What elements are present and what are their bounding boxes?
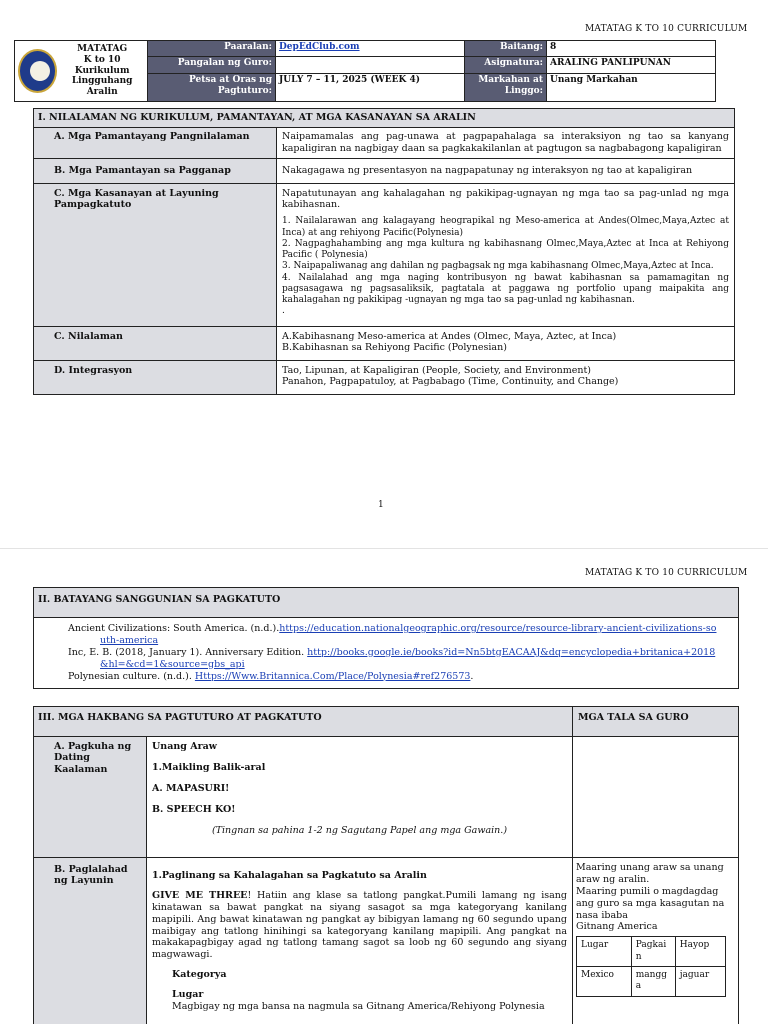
section2-references [34, 618, 739, 689]
step-a-day: Unang Araw [152, 741, 217, 752]
header-title-1: MATATAG [77, 44, 128, 54]
notes-inner-table [576, 936, 726, 997]
section1-a-label: A. Mga Pamantayang Pangnilalaman [34, 127, 277, 158]
step-a-step3: B. SPEECH KO! [152, 803, 236, 815]
lugar-desc: Magbigay ng mga bansa na nagmula sa Gitnang America/Rehiyong Polynesia [172, 1000, 545, 1012]
section1-d-content [277, 360, 735, 394]
guro-label: Pangalan ng Guro: [148, 57, 276, 73]
header-logo-cell [15, 41, 148, 102]
reference-3 [68, 671, 718, 683]
reference-3-text: Polynesian culture. (n.d.). [68, 670, 195, 682]
deped-seal-icon [18, 49, 57, 93]
section1-c-item: 1. Nailalarawan ang kalagayang heograpikal ng Meso-america at Andes(Olmec,Maya,Aztec at Inca) at ang rehiyong Pacific(Polynesia) [282, 216, 729, 238]
curriculum-header-2: MATATAG K TO 10 CURRICULUM [585, 568, 748, 578]
petsa-value: JULY 7 – 11, 2025 (WEEK 4) [276, 73, 465, 101]
step-b-content [147, 858, 573, 1024]
notes-title: MGA TALA SA GURO [573, 707, 739, 737]
section1-b-text: Nakagagawa ng presentasyon na nagpapatunay ng interaksyon ng tao at kapaligiran [277, 158, 735, 183]
notes-header-pagkain: Pagkain [631, 937, 675, 967]
section1-c-item: . [282, 306, 285, 317]
section1-c-item: 3. Naipapaliwanag ang dahilan ng pagbagsak ng mga kabihasnang Olmec,Maya,Aztec at Inca. [282, 261, 714, 272]
notes-header-lugar: Lugar [577, 937, 632, 967]
lugar-label: Lugar [172, 989, 204, 1000]
header-title-3: Lingguhang Aralin [71, 76, 133, 98]
integrasyon-line-1: Tao, Lipunan, at Kapaligiran (People, Society, and Environment) [282, 364, 592, 376]
notes-header-hayop: Hayop [675, 937, 725, 967]
nilalaman-line-1: A.Kabihasnang Meso-america at Andes (Olmec, Maya, Aztec, at Inca) [282, 330, 617, 342]
paaralan-link[interactable]: DepEdClub.com [279, 42, 360, 52]
give-me-three: GIVE ME THREE [152, 889, 248, 901]
section3-table [33, 706, 739, 1024]
reference-1-link[interactable]: https://education.nationalgeographic.org/resource/resource-library-ancient-civilizations-south-america [100, 623, 717, 646]
notes-cell-mexico: Mexico [577, 966, 632, 996]
header-title-2: K to 10 Kurikulum [74, 54, 130, 76]
reference-2-link[interactable]: http://books.google.ie/books?id=Nn5btgEACAAJ&dq=encyclopedia+britanica+2018&hl=&cd=1&source=gbs_api [100, 646, 716, 670]
step-a-note: (Tingnan sa pahina 1-2 ng Sagutang Papel ang mga Gawain.) [211, 824, 508, 836]
curriculum-header: MATATAG K TO 10 CURRICULUM [585, 24, 748, 34]
section3-title: III. MGA HAKBANG SA PAGTUTURO AT PAGKATUTO [34, 707, 573, 737]
step-b-notes [573, 858, 739, 1024]
step-b-notes-text: Maaring unang araw sa unang araw ng aralin. Maaring pumili o magdagdag ang guro sa mga kasagutan na nasa ibaba Gitnang America [576, 862, 725, 933]
section1-c-intro: Napatutunayan ang kahalagahan ng pakikipag-ugnayan ng mga tao sa pag-unlad ng mga kabihasnan. [282, 187, 729, 211]
markahan-label: Markahan at Linggo: [465, 73, 547, 101]
kategorya-label: Kategorya [172, 969, 227, 981]
step-a-step2: A. MAPASURI! [152, 782, 230, 794]
step-b-text [152, 890, 567, 961]
baitang-value: 8 [547, 41, 716, 57]
nilalaman-line-2: B.Kabihasnan sa Rehiyong Pacific (Polynesian) [282, 342, 507, 354]
integrasyon-line-2: Panahon, Pagpapatuloy, at Pagbabago (Time, Continuity, and Change) [282, 376, 619, 388]
section2-table [33, 587, 739, 689]
page-break [0, 548, 768, 549]
section1-b-label: B. Mga Pamantayan sa Pagganap [34, 158, 277, 183]
step-b-instructions: ! Hatiin ang klase sa tatlong pangkat.Pumili lamang ng isang kinatawan sa bawat pangkat na siyang sasagot sa mga kategoryang kanilang mapipili. Ang bawat kinatawan ng pangkat ay bibigyan lamang ng 60 segundo upang maibigay ang tatlong hinihingi sa kategoryang kanilang mapipili. Ang pangkat na makakapagbigay agad ng tatlong tamang sagot sa loob ng 60 segundo ang siyang magwawagi. [152, 889, 567, 961]
notes-cell-jaguar: jaguar [675, 966, 725, 996]
section1-cn-label: C. Nilalaman [34, 326, 277, 360]
reference-2 [68, 647, 718, 671]
header-table [14, 40, 716, 102]
step-a-label: A. Pagkuha ng Dating Kaalaman [34, 737, 147, 858]
section1-c-item: 4. Nailalahad ang mga naging kontribusyon ng bawat kabihasnan sa pamamagitan ng pagsasagawa ng pagsasaliksik, pagtatala at paggawa ng portfolio upang maipakita ang kahalagahan ng pakikipag -ugnayan ng mga tao sa pag-unlad ng kabihasnan. [282, 272, 729, 305]
section1-c-content [277, 183, 735, 326]
section1-a-text: Naipamamalas ang pag-unawa at pagpapahalaga sa interaksiyon ng tao sa kanyang kapaligiran na nagbigay daan sa pagkakakilanlan at pagtugon sa nagbabagong kapaligiran [277, 127, 735, 158]
section2-title: II. BATAYANG SANGGUNIAN SA PAGKATUTO [34, 588, 739, 618]
asignatura-label: Asignatura: [465, 57, 547, 73]
step-b-heading: 1.Paglinang sa Kahalagahan sa Pagkatuto sa Aralin [152, 870, 427, 881]
reference-3-link[interactable]: Https://Www.Britannica.Com/Place/Polynesia#ref276573 [194, 670, 471, 682]
guro-value [276, 57, 465, 73]
page-number: 1 [378, 500, 384, 510]
section1-title: I. NILALAMAN NG KURIKULUM, PAMANTAYAN, AT MGA KASANAYAN SA ARALIN [34, 109, 735, 128]
baitang-label: Baitang: [465, 41, 547, 57]
section1-c-item: 2. Nagpaghahambing ang mga kultura ng kabihasnang Olmec,Maya,Aztec at Inca at Rehiyong Pacific ( Polynesia) [282, 238, 729, 260]
step-a-content [147, 737, 573, 858]
section1-d-label: D. Integrasyon [34, 360, 277, 394]
section1-cn-content [277, 326, 735, 360]
section1-table [33, 108, 735, 395]
step-a-notes [573, 737, 739, 858]
reference-3-end: . [470, 670, 474, 682]
petsa-label: Petsa at Oras ng Pagtuturo: [148, 73, 276, 101]
notes-cell-mangga: mangga [631, 966, 675, 996]
reference-2-text: Inc, E. B. (2018, January 1). Anniversary Edition. [68, 646, 308, 658]
markahan-value: Unang Markahan [547, 73, 716, 101]
step-b-label: B. Paglalahad ng Layunin [34, 858, 147, 1024]
section1-c-label: C. Mga Kasanayan at Layuning Pampagkatuto [34, 183, 277, 326]
step-a-step1: 1.Maikling Balik-aral [152, 761, 266, 773]
reference-1-text: Ancient Civilizations: South America. (n.d.). [68, 623, 280, 634]
asignatura-value: ARALING PANLIPUNAN [547, 57, 716, 73]
paaralan-label: Paaralan: [148, 41, 276, 57]
reference-1 [68, 623, 718, 647]
